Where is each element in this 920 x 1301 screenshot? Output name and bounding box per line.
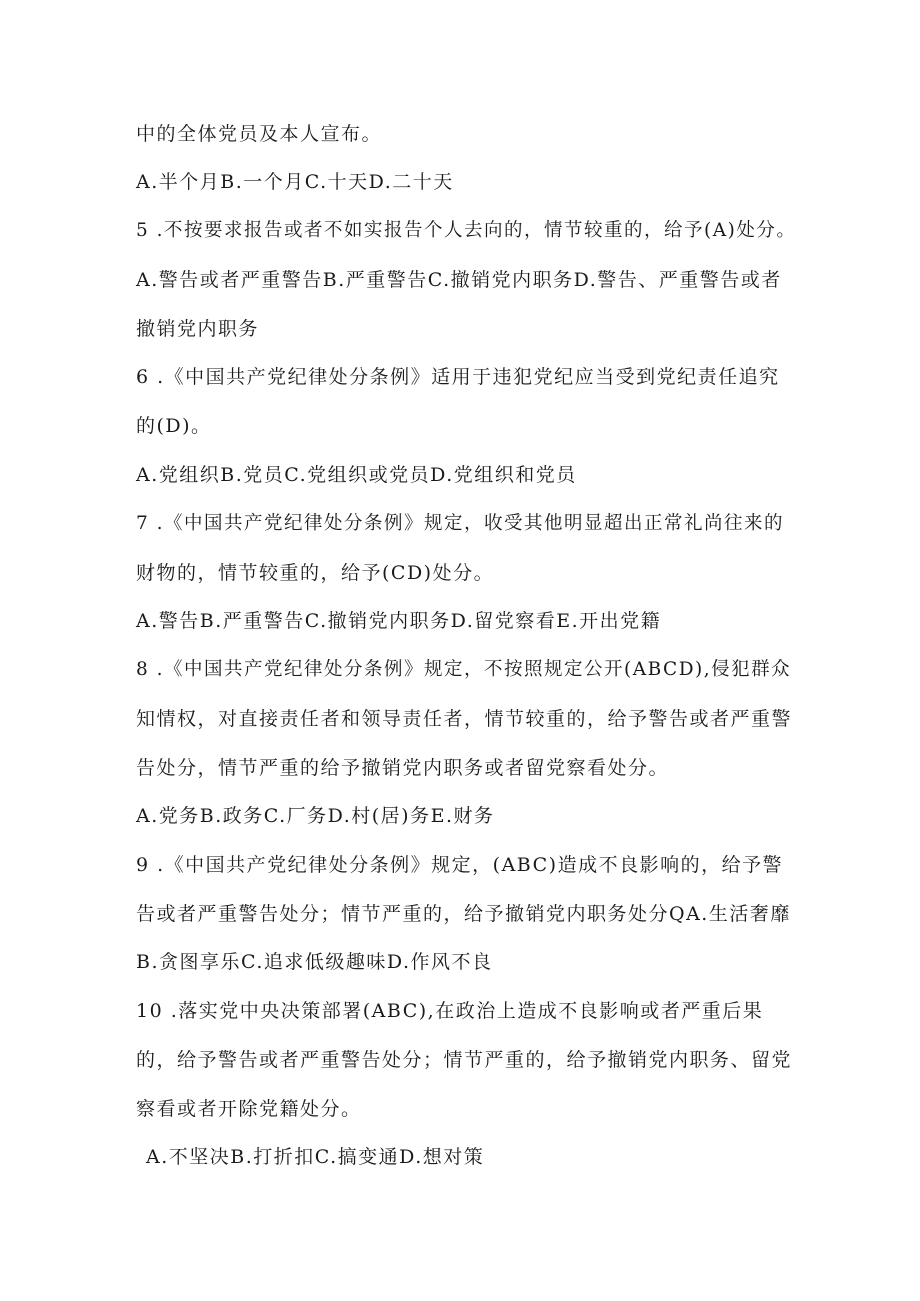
answer-options: A.警告或者严重警告B.严重警告C.撤销党内职务D.警告、严重警告或者	[136, 269, 782, 291]
answer-options: A.不坚决B.打折扣C.搞变通D.想对策	[146, 1146, 485, 1168]
text-line: 财物的，情节较重的，给予(CD)处分。	[136, 562, 495, 584]
question-9: 9 .《中国共产党纪律处分条例》规定，(ABC)造成不良影响的，给予警	[136, 854, 784, 876]
text-line: 告或者严重警告处分；情节严重的，给予撤销党内职务处分QA.生活奢靡	[136, 903, 791, 925]
answer-options: A.党组织B.党员C.党组织或党员D.党组织和党员	[136, 464, 577, 486]
answer-options: B.贪图享乐C.追求低级趣味D.作风不良	[136, 951, 493, 973]
text-line: 知情权，对直接责任者和领导责任者，情节较重的，给予警告或者严重警	[136, 708, 793, 730]
answer-options: A.警告B.严重警告C.撤销党内职务D.留党察看E.开出党籍	[136, 610, 662, 632]
question-7: 7 .《中国共产党纪律处分条例》规定，收受其他明显超出正常礼尚往来的	[136, 513, 785, 534]
text-line: 的(D)。	[136, 415, 212, 437]
question-6: 6 .《中国共产党纪律处分条例》适用于违犯党纪应当受到党纪责任追究	[136, 366, 780, 388]
question-5: 5 .不按要求报告或者不如实报告个人去向的，情节较重的，给予(A)处分。	[136, 220, 797, 241]
answer-options: A.党务B.政务C.厂务D.村(居)务E.财务	[136, 805, 495, 827]
text-line: 告处分，情节严重的给予撤销党内职务或者留党察看处分。	[136, 757, 670, 779]
text-line: 撤销党内职务	[136, 318, 260, 340]
text-line: 的，给予警告或者严重警告处分；情节严重的，给予撤销党内职务、留党	[136, 1049, 793, 1071]
text-line: 察看或者开除党籍处分。	[136, 1098, 362, 1120]
question-8: 8 .《中国共产党纪律处分条例》规定，不按照规定公开(ABCD),侵犯群众	[136, 659, 792, 680]
answer-options: A.半个月B.一个月C.十天D.二十天	[136, 171, 454, 193]
text-line: 中的全体党员及本人宣布。	[136, 123, 383, 145]
question-10: 10 .落实党中央决策部署(ABC),在政治上造成不良影响或者严重后果	[136, 1000, 764, 1022]
